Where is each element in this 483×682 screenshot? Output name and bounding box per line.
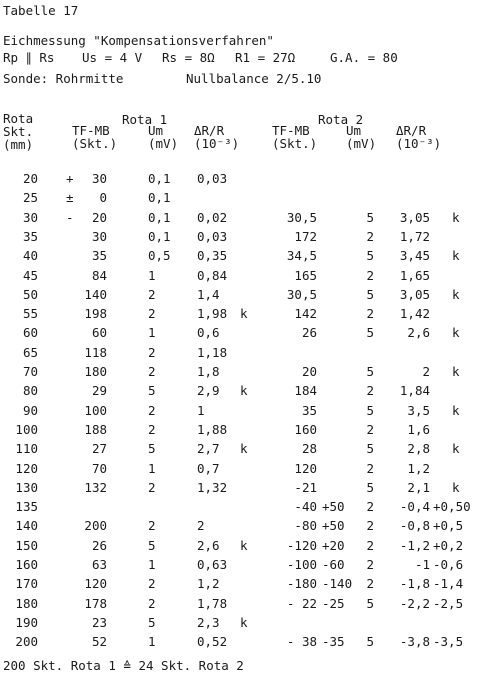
cell-k-2: k bbox=[452, 325, 460, 341]
cell-um-2: 5 bbox=[366, 441, 374, 457]
cell-um-2: 2 bbox=[366, 460, 374, 476]
cell-dr-2a: 3,5 bbox=[407, 402, 430, 418]
cell-tf-mb-2b: +20 bbox=[322, 537, 345, 553]
cell-tf-mb-2b: +50 bbox=[322, 499, 345, 515]
cell-um-1: 2 bbox=[148, 402, 156, 418]
col-header-dr-2: ΔR/R (10⁻³) bbox=[396, 123, 442, 151]
cell-tf-mb-2a: -180 bbox=[286, 576, 317, 592]
cell-tf-mb-1: 26 bbox=[91, 537, 107, 553]
cell-rota: 190 bbox=[15, 614, 38, 630]
cell-tf-mb-1: 63 bbox=[91, 557, 107, 572]
cell-um-1: 1 bbox=[148, 325, 156, 341]
cell-dr-1: 1,98 bbox=[197, 306, 228, 322]
cell-um-2: 2 bbox=[366, 537, 374, 553]
table-row bbox=[0, 268, 483, 284]
cell-um-1: 1 bbox=[148, 267, 156, 283]
cell-tf-mb-2a: -40 bbox=[294, 499, 317, 515]
cell-um-1: 5 bbox=[148, 614, 156, 630]
cell-um-2: 2 bbox=[366, 576, 374, 592]
cell-dr-2a: 2,8 bbox=[407, 441, 430, 457]
cell-dr-1: 2,3 bbox=[197, 614, 220, 630]
cell-dr-2a: 1,42 bbox=[399, 306, 430, 322]
cell-dr-2b: -1,4 bbox=[433, 576, 464, 592]
cell-dr-2b: +0,50 bbox=[433, 499, 471, 515]
cell-rota: 50 bbox=[22, 286, 38, 302]
cell-um-2: 2 bbox=[366, 557, 374, 572]
cell-tf-mb-2a: 172 bbox=[294, 228, 317, 244]
cell-dr-2a: -1 bbox=[414, 557, 430, 572]
cell-dr-1: 0,6 bbox=[197, 325, 220, 341]
cell-um-1: 2 bbox=[148, 364, 156, 379]
cell-rota: 45 bbox=[22, 267, 38, 283]
cell-dr-1: 0,03 bbox=[197, 228, 228, 244]
cell-rota: 200 bbox=[15, 634, 38, 650]
cell-dr-2a: 1,6 bbox=[407, 421, 430, 437]
cell-tf-mb-2a: 26 bbox=[301, 325, 317, 341]
cell-rota: 90 bbox=[22, 402, 38, 418]
cell-tf-mb-2b: -60 bbox=[322, 557, 345, 572]
cell-um-2: 2 bbox=[366, 421, 374, 437]
table-row bbox=[0, 422, 483, 438]
cell-k-2: k bbox=[452, 209, 460, 225]
table-row bbox=[0, 615, 483, 631]
cell-tf-mb-1: 60 bbox=[91, 325, 107, 341]
param-rp-rs: Rp ∥ Rs bbox=[3, 50, 55, 65]
cell-k-1: k bbox=[240, 441, 248, 457]
cell-um-1: 2 bbox=[148, 576, 156, 592]
table-row bbox=[0, 383, 483, 399]
cell-tf-mb-1: 35 bbox=[91, 248, 107, 264]
cell-rota: 30 bbox=[22, 209, 38, 225]
cell-um-2: 5 bbox=[366, 364, 374, 379]
cell-um-2: 2 bbox=[366, 306, 374, 322]
cell-dr-2b: -0,6 bbox=[433, 557, 464, 572]
cell-rota: 140 bbox=[15, 518, 38, 534]
table-row bbox=[0, 499, 483, 515]
cell-rota: 80 bbox=[22, 383, 38, 399]
cell-rota: 65 bbox=[22, 344, 38, 360]
cell-dr-1: 0,52 bbox=[197, 634, 228, 650]
cell-rota: 170 bbox=[15, 576, 38, 592]
cell-dr-2b: +0,5 bbox=[433, 518, 464, 534]
cell-dr-2a: -0,8 bbox=[399, 518, 430, 534]
cell-tf-mb-1: 178 bbox=[84, 595, 107, 611]
cell-um-2: 2 bbox=[366, 518, 374, 534]
cell-um-1: 2 bbox=[148, 421, 156, 437]
cell-dr-1: 1,2 bbox=[197, 576, 220, 592]
cell-dr-1: 1 bbox=[197, 402, 205, 418]
table-row bbox=[0, 634, 483, 650]
cell-k-2: k bbox=[452, 441, 460, 457]
cell-tf-mb-2a: 34,5 bbox=[286, 248, 317, 264]
table-row bbox=[0, 229, 483, 245]
cell-um-1: 5 bbox=[148, 383, 156, 399]
cell-um-1: 1 bbox=[148, 460, 156, 476]
cell-tf-mb-2a: 30,5 bbox=[286, 209, 317, 225]
col-header-rota: Rota Skt. (mm) bbox=[3, 111, 34, 152]
cell-tf-mb-2a: 30,5 bbox=[286, 286, 317, 302]
cell-tf-mb-1: 52 bbox=[91, 634, 107, 650]
cell-dr-2b: +0,2 bbox=[433, 537, 464, 553]
cell-um-2: 5 bbox=[366, 479, 374, 495]
cell-um-1: 2 bbox=[148, 518, 156, 534]
cell-tf-mb-1: 29 bbox=[91, 383, 107, 399]
cell-dr-2b: -2,5 bbox=[433, 595, 464, 611]
cell-rota: 130 bbox=[15, 479, 38, 495]
cell-rota: 25 bbox=[22, 190, 38, 206]
cell-um-2: 5 bbox=[366, 325, 374, 341]
cell-um-2: 2 bbox=[366, 228, 374, 244]
table-row bbox=[0, 171, 483, 187]
cell-tf-mb-1: 70 bbox=[91, 460, 107, 476]
cell-tf-mb-2a: 184 bbox=[294, 383, 317, 399]
cell-dr-1: 1,78 bbox=[197, 595, 228, 611]
cell-um-1: 2 bbox=[148, 306, 156, 322]
cell-dr-1: 0,35 bbox=[197, 248, 228, 264]
col-header-tf-mb-2: TF-MB (Skt.) bbox=[272, 123, 318, 151]
cell-um-1: 0,5 bbox=[148, 248, 171, 264]
col-header-tf-mb-1: TF-MB (Skt.) bbox=[72, 123, 118, 151]
cell-tf-mb-1: 180 bbox=[84, 364, 107, 379]
cell-tf-mb-2b: -25 bbox=[322, 595, 345, 611]
cell-rota: 135 bbox=[15, 499, 38, 515]
table-row bbox=[0, 538, 483, 554]
table-row bbox=[0, 596, 483, 612]
table-row bbox=[0, 325, 483, 341]
cell-tf-mb-1: 30 bbox=[91, 171, 107, 186]
cell-dr-2a: -0,4 bbox=[399, 499, 430, 515]
cell-dr-2a: 1,2 bbox=[407, 460, 430, 476]
param-us: Us = 4 V bbox=[82, 50, 143, 65]
cell-dr-2a: 3,45 bbox=[399, 248, 430, 264]
cell-k-2: k bbox=[452, 479, 460, 495]
cell-tf-mb-1: 140 bbox=[84, 286, 107, 302]
table-row bbox=[0, 576, 483, 592]
cell-dr-2a: 1,65 bbox=[399, 267, 430, 283]
cell-tf-mb-1: 23 bbox=[91, 614, 107, 630]
cell-um-1: 0,1 bbox=[148, 209, 171, 225]
cell-rota: 55 bbox=[22, 306, 38, 322]
cell-rota: 20 bbox=[22, 171, 38, 186]
cell-tf-mb-1: 0 bbox=[99, 190, 107, 206]
table-row bbox=[0, 461, 483, 477]
cell-rota: 120 bbox=[15, 460, 38, 476]
cell-tf-mb-2b: +50 bbox=[322, 518, 345, 534]
table-row bbox=[0, 518, 483, 534]
cell-um-1: 1 bbox=[148, 634, 156, 650]
cell-tf-mb-2a: 28 bbox=[301, 441, 317, 457]
cell-rota: 60 bbox=[22, 325, 38, 341]
cell-rota: 40 bbox=[22, 248, 38, 264]
cell-um-1: 0,1 bbox=[148, 190, 171, 206]
cell-rota: 160 bbox=[15, 557, 38, 572]
cell-dr-1: 2,7 bbox=[197, 441, 220, 457]
cell-tf-mb-1: 198 bbox=[84, 306, 107, 322]
cell-tf-mb-1: 200 bbox=[84, 518, 107, 534]
cell-tf-mb-2a: 20 bbox=[301, 364, 317, 379]
cell-k-2: k bbox=[452, 286, 460, 302]
cell-um-2: 5 bbox=[366, 595, 374, 611]
cell-dr-2a: 2,1 bbox=[407, 479, 430, 495]
cell-um-1: 1 bbox=[148, 557, 156, 572]
cell-dr-2a: 2 bbox=[422, 364, 430, 379]
table-row bbox=[0, 441, 483, 457]
cell-tf-mb-2a: 165 bbox=[294, 267, 317, 283]
nullbalance: Nullbalance 2/5.10 bbox=[186, 71, 322, 86]
cell-dr-2b: -3,5 bbox=[433, 634, 464, 650]
cell-tf-mb-2a: - 38 bbox=[286, 634, 317, 650]
param-rs: Rs = 8Ω bbox=[162, 50, 215, 65]
cell-rota: 70 bbox=[22, 364, 38, 379]
cell-tf-mb-2a: -100 bbox=[286, 557, 317, 572]
cell-dr-2a: 2,6 bbox=[407, 325, 430, 341]
cell-tf-mb-1: 84 bbox=[91, 267, 107, 283]
table-row bbox=[0, 557, 483, 573]
cell-dr-1: 2,6 bbox=[197, 537, 220, 553]
col-header-um-2: Um (mV) bbox=[346, 123, 377, 151]
cell-tf-mb-2a: 142 bbox=[294, 306, 317, 322]
cell-tf-mb-1: 132 bbox=[84, 479, 107, 495]
cell-k-2: k bbox=[452, 364, 460, 379]
cell-k-2: k bbox=[452, 248, 460, 264]
cell-tf-mb-1: 120 bbox=[84, 576, 107, 592]
table-row bbox=[0, 403, 483, 419]
cell-rota: 35 bbox=[22, 228, 38, 244]
sonde: Sonde: Rohrmitte bbox=[3, 71, 124, 86]
cell-k-2: k bbox=[452, 402, 460, 418]
cell-dr-1: 2,9 bbox=[197, 383, 220, 399]
cell-um-1: 5 bbox=[148, 537, 156, 553]
cell-dr-1: 2 bbox=[197, 518, 205, 534]
cell-tf-mb-1: 188 bbox=[84, 421, 107, 437]
cell-dr-2a: -1,2 bbox=[399, 537, 430, 553]
cell-um-2: 2 bbox=[366, 267, 374, 283]
cell-um-1: 5 bbox=[148, 441, 156, 457]
cell-rota: 110 bbox=[15, 441, 38, 457]
cell-tf-mb-2a: 160 bbox=[294, 421, 317, 437]
cell-tf-mb-1: 20 bbox=[91, 209, 107, 225]
table-row bbox=[0, 190, 483, 206]
cell-dr-1: 0,84 bbox=[197, 267, 228, 283]
cell-um-1: 2 bbox=[148, 286, 156, 302]
cell-dr-1: 1,18 bbox=[197, 344, 228, 360]
cell-um-1: 2 bbox=[148, 344, 156, 360]
cell-rota: 180 bbox=[15, 595, 38, 611]
cell-dr-2a: -2,2 bbox=[399, 595, 430, 611]
heading: Eichmessung "Kompensationsverfahren" bbox=[3, 33, 274, 48]
cell-k-1: k bbox=[240, 537, 248, 553]
cell-tf-mb-1: 27 bbox=[91, 441, 107, 457]
cell-um-2: 5 bbox=[366, 286, 374, 302]
cell-dr-1: 1,88 bbox=[197, 421, 228, 437]
cell-dr-1: 0,03 bbox=[197, 171, 228, 186]
cell-dr-1: 1,8 bbox=[197, 364, 220, 379]
param-r1: R1 = 27Ω bbox=[235, 50, 296, 65]
table-row bbox=[0, 345, 483, 361]
cell-um-1: 2 bbox=[148, 595, 156, 611]
cell-dr-1: 1,32 bbox=[197, 479, 228, 495]
table-row bbox=[0, 287, 483, 303]
cell-tf-mb-1: 118 bbox=[84, 344, 107, 360]
cell-tf-mb-2a: -21 bbox=[294, 479, 317, 495]
cell-tf-mb-2a: -80 bbox=[294, 518, 317, 534]
cell-um-2: 5 bbox=[366, 402, 374, 418]
cell-k-1: k bbox=[240, 614, 248, 630]
cell-dr-1: 0,63 bbox=[197, 557, 228, 572]
cell-tf-mb-2b: -35 bbox=[322, 634, 345, 650]
cell-tf-mb-1: 30 bbox=[91, 228, 107, 244]
cell-um-1: 0,1 bbox=[148, 171, 171, 186]
cell-sign: ± bbox=[66, 190, 74, 206]
cell-dr-2a: 1,84 bbox=[399, 383, 430, 399]
cell-dr-2a: 1,72 bbox=[399, 228, 430, 244]
table-row bbox=[0, 480, 483, 496]
col-header-dr-1: ΔR/R (10⁻³) bbox=[194, 123, 240, 151]
table-row bbox=[0, 210, 483, 226]
cell-dr-2a: 3,05 bbox=[399, 209, 430, 225]
group-header-rota2: Rota 2 bbox=[318, 112, 364, 127]
table-row bbox=[0, 306, 483, 322]
cell-dr-1: 0,7 bbox=[197, 460, 220, 476]
cell-um-2: 2 bbox=[366, 383, 374, 399]
footer-note: 200 Skt. Rota 1 ≙ 24 Skt. Rota 2 bbox=[3, 658, 244, 673]
cell-tf-mb-2b: -140 bbox=[322, 576, 353, 592]
table-row bbox=[0, 364, 483, 380]
col-header-um-1: Um (mV) bbox=[148, 123, 179, 151]
cell-dr-2a: -1,8 bbox=[399, 576, 430, 592]
cell-um-2: 5 bbox=[366, 248, 374, 264]
cell-k-1: k bbox=[240, 383, 248, 399]
cell-k-1: k bbox=[240, 306, 248, 322]
cell-dr-2a: -3,8 bbox=[399, 634, 430, 650]
cell-um-2: 2 bbox=[366, 499, 374, 515]
cell-um-1: 2 bbox=[148, 479, 156, 495]
cell-dr-2a: 3,05 bbox=[399, 286, 430, 302]
cell-dr-1: 1,4 bbox=[197, 286, 220, 302]
cell-tf-mb-2a: 120 bbox=[294, 460, 317, 476]
cell-um-2: 5 bbox=[366, 209, 374, 225]
group-header-rota1: Rota 1 bbox=[122, 112, 168, 127]
table-row bbox=[0, 248, 483, 264]
table-title: Tabelle 17 bbox=[3, 3, 79, 18]
cell-um-2: 5 bbox=[366, 634, 374, 650]
cell-tf-mb-2a: 35 bbox=[301, 402, 317, 418]
cell-sign: + bbox=[66, 171, 74, 186]
cell-rota: 100 bbox=[15, 421, 38, 437]
param-ga: G.A. = 80 bbox=[330, 50, 398, 65]
cell-dr-1: 0,02 bbox=[197, 209, 228, 225]
cell-sign: - bbox=[66, 209, 74, 225]
cell-um-1: 0,1 bbox=[148, 228, 171, 244]
cell-tf-mb-2a: -120 bbox=[286, 537, 317, 553]
cell-tf-mb-2a: - 22 bbox=[286, 595, 317, 611]
cell-rota: 150 bbox=[15, 537, 38, 553]
cell-tf-mb-1: 100 bbox=[84, 402, 107, 418]
